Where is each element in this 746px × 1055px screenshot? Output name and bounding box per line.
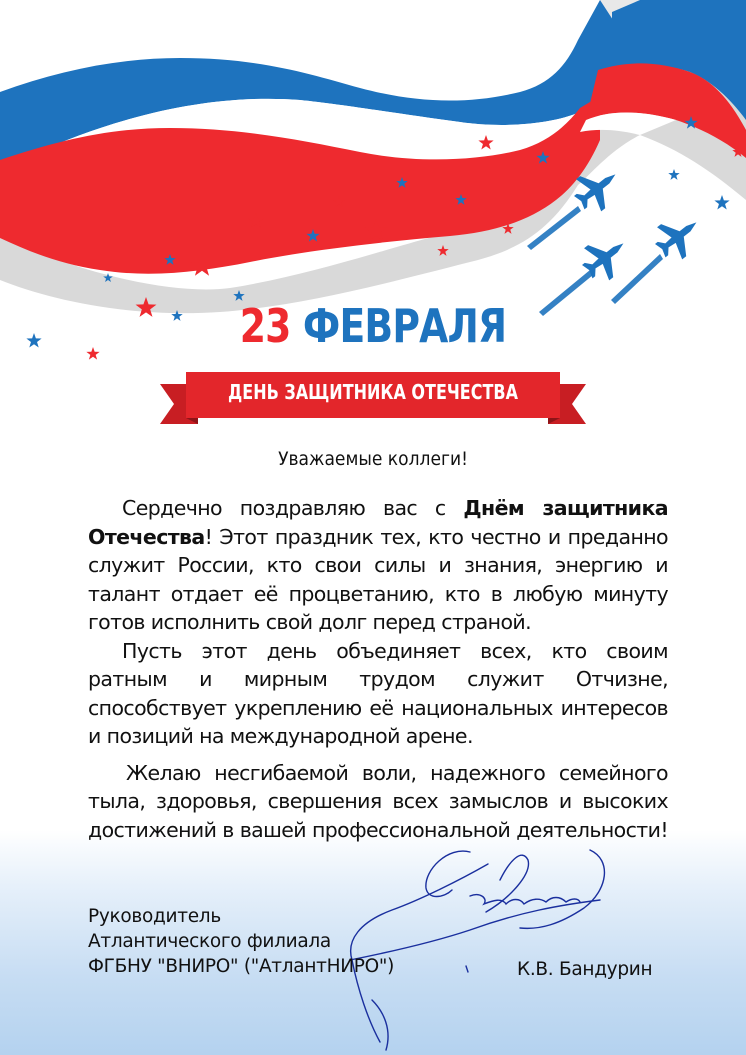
contrail: [611, 254, 663, 304]
signer-name: К.В. Бандурин: [517, 959, 653, 980]
paragraph-congratulation: [88, 494, 668, 637]
holiday-name: Днём защитника Отечества: [88, 496, 668, 549]
position-line: Атлантического филиала: [88, 931, 331, 952]
p1-start: Сердечно поздравляю вас с: [122, 496, 464, 520]
holiday-date-title: [67, 298, 679, 354]
ribbon-text: ДЕНЬ ЗАЩИТНИКА ОТЕЧЕСТВА: [228, 380, 518, 404]
date-number: 23: [239, 299, 291, 353]
greeting: Уважаемые коллеги!: [278, 448, 468, 470]
star-icon: [668, 169, 679, 180]
position-line: Руководитель: [88, 906, 221, 927]
paragraph-wishes: Желаю несгибаемой воли, надежного семейного тыла, здоровья, свершения всех замыслов и высоких достижений в вашей профессиональной деятельности!: [88, 760, 668, 842]
date-month: ФЕВРАЛЯ: [302, 299, 507, 353]
star-icon: [26, 333, 41, 347]
letter-body: [88, 494, 668, 844]
paragraph-unity: Пусть этот день объединяет всех, кто своим ратным и мирным трудом служит Отчизне, способствует укреплению её национальных интересов и позиций на международной арене.: [88, 638, 668, 748]
signer-position: [88, 904, 394, 979]
flag-graphic: [0, 0, 746, 313]
p1-rest: ! Этот праздник тех, кто честно и преданно служит России, кто свои силы и знания, энергию и талант отдает её процветанию, кто в любую минуту готов исполнить свой долг перед страной.: [88, 524, 668, 634]
position-line: ФГБНУ "ВНИРО" ("АтлантНИРО"): [88, 956, 395, 977]
star-icon: [714, 195, 729, 209]
